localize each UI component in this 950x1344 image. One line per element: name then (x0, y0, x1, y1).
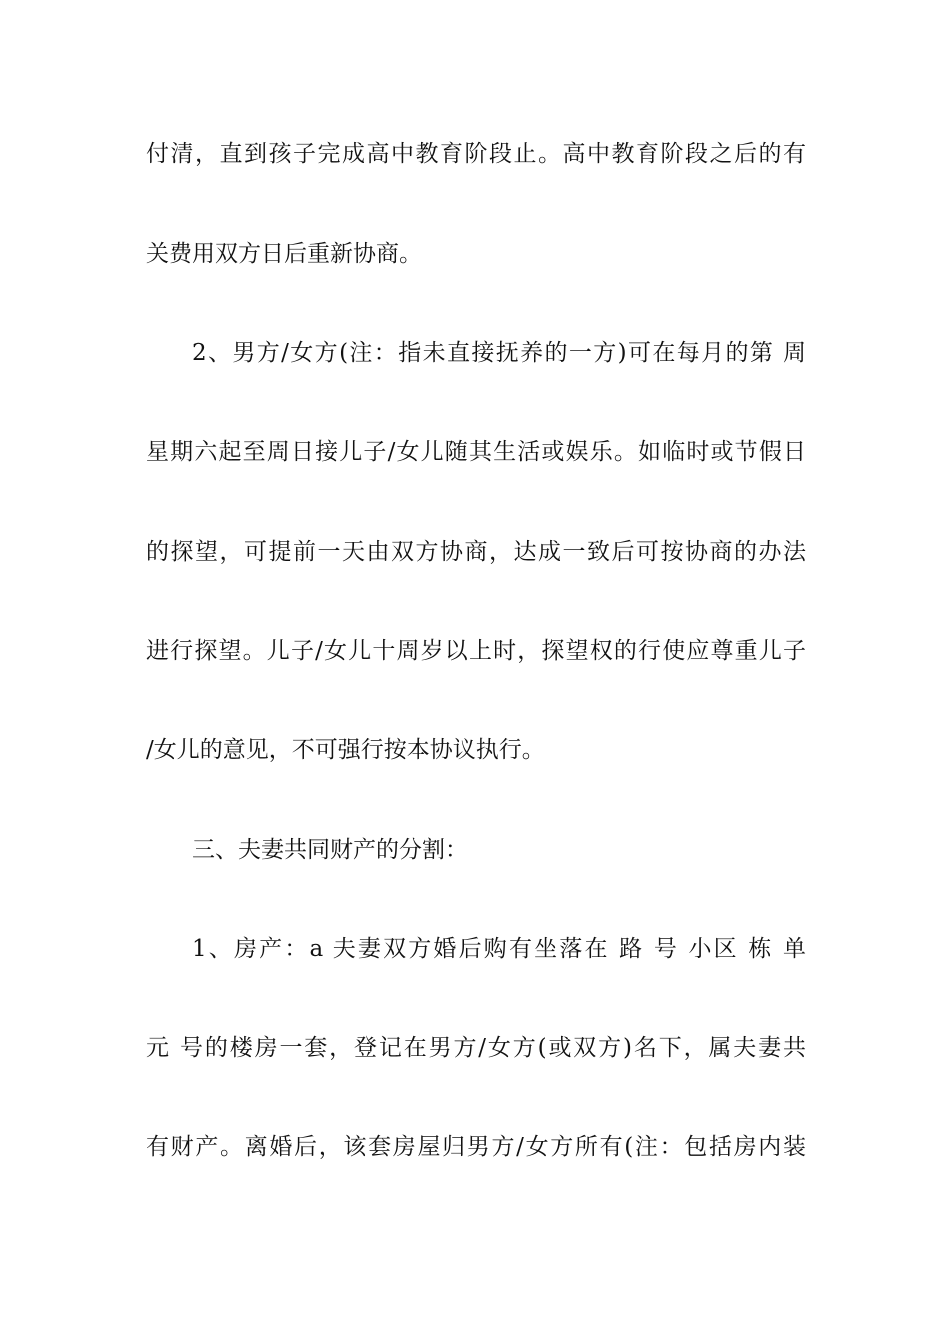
text-line-6: 进行探望。儿子/女儿十周岁以上时，探望权的行使应尊重儿子 (146, 638, 806, 664)
text-line-11: 有财产。离婚后，该套房屋归男方/女方所有(注：包括房内装 (146, 1134, 806, 1160)
text-line-5: 的探望，可提前一天由双方协商，达成一致后可按协商的办法 (146, 539, 806, 565)
text-line-3: 2、男方/女方(注：指未直接抚养的一方)可在每月的第 周 (192, 340, 806, 366)
text-line-1: 付清，直到孩子完成高中教育阶段止。高中教育阶段之后的有 (146, 141, 806, 167)
text-line-4: 星期六起至周日接儿子/女儿随其生活或娱乐。如临时或节假日 (146, 439, 806, 465)
section-heading-property-division: 三、夫妻共同财产的分割： (192, 837, 468, 863)
text-line-7: /女儿的意见，不可强行按本协议执行。 (146, 737, 545, 763)
text-line-2: 关费用双方日后重新协商。 (146, 241, 422, 267)
text-line-9: 1、房产：a 夫妻双方婚后购有坐落在 路 号 小区 栋 单 (192, 936, 806, 962)
text-line-10: 元 号的楼房一套，登记在男方/女方(或双方)名下，属夫妻共 (146, 1035, 806, 1061)
